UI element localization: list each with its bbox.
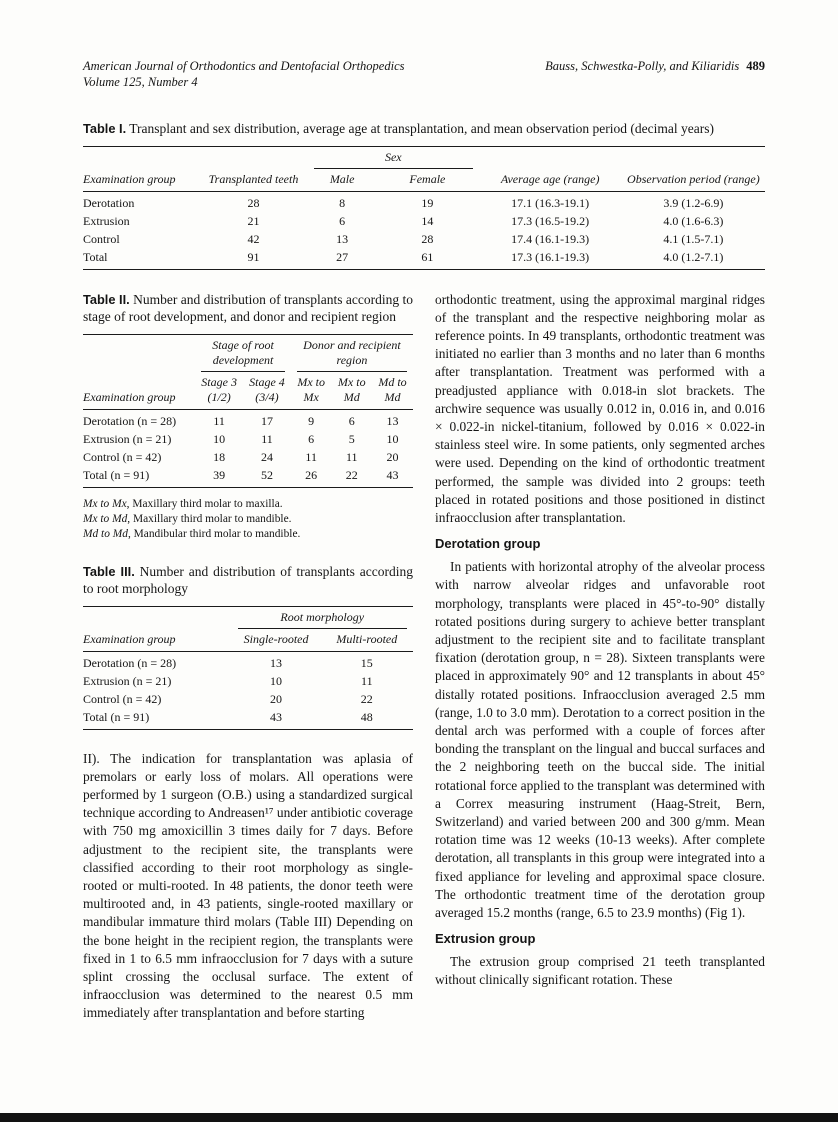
cell-group: Total (n = 91) bbox=[83, 467, 150, 482]
table-row bbox=[83, 248, 765, 269]
col-header-stage-3: Stage 3 (1/2) bbox=[201, 374, 237, 404]
cell-value: 22 bbox=[360, 691, 373, 706]
scan-edge-artifact bbox=[0, 1113, 838, 1122]
cell-value: 19 bbox=[421, 195, 434, 210]
col-group-sex bbox=[308, 146, 478, 169]
col-group-region-label: Donor and recipient region bbox=[297, 338, 407, 372]
cell-value: 10 bbox=[386, 431, 399, 446]
col-header-stage-4: Stage 4 (3/4) bbox=[249, 374, 285, 404]
right-column-paragraph-1: orthodontic treatment, using the approximal marginal ridges of the transplant and the respective neighboring molar as reference points. In 49 transplants, orthodontic treatment was initiated no earlier than 3 months and no later than 6 months after transplantation. Treatment was performed with a preadjusted appliance with 0.018-in slot brackets. The archwire sequence was usually 0.012 in, 0.016 in, and 0.016 × 0.022-in nickel-titanium, followed by 0.016 × 0.022-in stainless steel wire. In some patients, only segmented arches were used. Depending on the kind of orthodontic treatment performed, the sample was divided into 2 groups: teeth placed in rotated positions and those positioned in distinct infraocclusion after transplantation. bbox=[435, 291, 765, 525]
table-1-label: Table I. bbox=[83, 121, 127, 136]
cell-group: Derotation (n = 28) bbox=[83, 413, 177, 428]
table-2-caption-text: Number and distribution of transplants according to stage of root development, and donor and recipient region bbox=[83, 291, 413, 324]
table-3-body bbox=[83, 651, 413, 729]
cell-value: 15 bbox=[360, 655, 373, 670]
footnote-term: Md to Md bbox=[83, 527, 128, 540]
cell-value: 13 bbox=[386, 413, 399, 428]
col-header-examination-group: Examination group bbox=[83, 171, 176, 186]
cell-value: 20 bbox=[386, 449, 399, 464]
col-header-male: Male bbox=[329, 171, 355, 186]
table-1-header bbox=[83, 146, 765, 191]
table-2 bbox=[83, 334, 413, 488]
table-3-caption bbox=[83, 563, 413, 598]
footnote bbox=[83, 527, 413, 542]
footnote bbox=[83, 497, 413, 512]
cell-group: Extrusion (n = 21) bbox=[83, 673, 172, 688]
cell-value: 3.9 (1.2-6.9) bbox=[663, 195, 724, 210]
table-row bbox=[83, 230, 765, 248]
cell-value: 28 bbox=[247, 195, 260, 210]
table-row bbox=[83, 690, 413, 708]
cell-group: Derotation (n = 28) bbox=[83, 655, 177, 670]
table-row bbox=[83, 430, 413, 448]
table-1-caption bbox=[83, 120, 765, 138]
col-header-examination-group: Examination group bbox=[83, 389, 176, 404]
table-2-footnotes bbox=[83, 497, 413, 542]
cell-value: 6 bbox=[339, 213, 346, 228]
footnote-term: Mx to Md bbox=[83, 512, 128, 525]
col-header-single-rooted: Single-rooted bbox=[243, 631, 309, 646]
left-column-paragraph: II). The indication for transplantation was aplasia of premolars or early loss of molars. All operations were performed by 1 surgeon (O.B.) using a standardized surgical technique according to Andreasen¹⁷ under antibiotic coverage with 750 mg amoxicillin 3 times daily for 7 days. Before adjustment to the recipient site, the transplants were classified according to their root morphology as single-rooted or multi-rooted. In 48 patients, the donor teeth were multirooted and, in 43 patients, single-rooted maxillary or mandibular immature third molars (Table III) Depending on the bone height in the recipient region, the transplants were fixed in 1 to 6.5 mm infraocclusion for 7 days with a suture splint crossing the occlusal surface. The extent of infraocclusion was determined to the nearest 0.5 mm immediately after transplantation and before starting bbox=[83, 750, 413, 1021]
cell-value: 61 bbox=[421, 249, 434, 264]
table-row bbox=[83, 191, 765, 212]
cell-value: 39 bbox=[213, 467, 226, 482]
journal-volume: Volume 125, Number 4 bbox=[83, 75, 198, 89]
cell-group: Derotation bbox=[83, 195, 135, 210]
col-header-md-to-md: Md to Md bbox=[378, 374, 407, 404]
cell-value: 17.3 (16.1-19.3) bbox=[511, 249, 590, 264]
table-1-caption-text: Transplant and sex distribution, average age at transplantation, and mean observation period (decimal years) bbox=[129, 121, 714, 136]
cell-value: 24 bbox=[260, 449, 273, 464]
table-row bbox=[83, 672, 413, 690]
table-2-header bbox=[83, 334, 413, 409]
cell-value: 11 bbox=[261, 431, 273, 446]
cell-value: 6 bbox=[348, 413, 355, 428]
table-row bbox=[83, 651, 413, 672]
cell-value: 8 bbox=[339, 195, 346, 210]
cell-value: 13 bbox=[270, 655, 283, 670]
cell-value: 5 bbox=[348, 431, 355, 446]
footnote-text: , Mandibular third molar to mandible. bbox=[127, 527, 301, 540]
col-header-examination-group: Examination group bbox=[83, 631, 176, 646]
cell-value: 17.4 (16.1-19.3) bbox=[511, 231, 590, 246]
table-1-body bbox=[83, 191, 765, 269]
cell-value: 43 bbox=[386, 467, 399, 482]
col-header-mx-to-md: Mx to Md bbox=[337, 374, 366, 404]
col-header-transplanted-teeth: Transplanted teeth bbox=[208, 171, 299, 186]
running-head-authors: Bauss, Schwestka-Polly, and Kiliaridis bbox=[545, 59, 740, 73]
journal-title: American Journal of Orthodontics and Dentofacial Orthopedics bbox=[83, 59, 405, 73]
right-column-paragraph-2: In patients with horizontal atrophy of the alveolar process with narrow alveolar ridges and unfavorable root morphology, transplants were placed in 45°-to-90° distally rotated positions during surgery to achieve better transplant adjustment to the recipient site and to facilitate transplant fixation (derotation group, n = 28). Sixteen transplants were placed in approximately 90° and 12 transplants in about 45° distally rotated positions. Infraocclusion averaged 2.5 mm (range, 1.0 to 3.0 mm). Derotation to a correct position in the dental arch was performed with a couple of forces after bonding the transplant on the lingual and buccal surfaces and the 2 neighboring teeth on the buccal side. The initial rotational force applied to the transplant was determined with a Correx measuring instrument (Haag-Streit, Bern, Switzerland) and varied between 200 and 300 g/mm. Mean rotation time was 12 weeks (10-13 weeks). After complete derotation, all transplants in this group were integrated into a fixed appliance for leveling and approximal space closure. The orthodontic treatment time of the derotation group averaged 15.2 months (range, 6.5 to 23.9 months) (Fig 1). bbox=[435, 559, 765, 920]
section-heading-extrusion-group: Extrusion group bbox=[435, 931, 536, 947]
cell-value: 14 bbox=[421, 213, 434, 228]
col-group-root-morphology-label: Root morphology bbox=[238, 610, 408, 629]
table-2-section bbox=[83, 291, 413, 542]
cell-value: 52 bbox=[260, 467, 273, 482]
cell-group: Extrusion bbox=[83, 213, 130, 228]
cell-group: Control (n = 42) bbox=[83, 691, 162, 706]
footnote-term: Mx to Mx bbox=[83, 497, 127, 510]
cell-value: 4.0 (1.2-7.1) bbox=[663, 249, 724, 264]
footnote-text: , Maxillary third molar to maxilla. bbox=[126, 497, 283, 510]
running-head-right bbox=[545, 58, 765, 90]
table-3 bbox=[83, 606, 413, 730]
col-group-stage-label: Stage of root development bbox=[201, 338, 285, 372]
cell-value: 13 bbox=[336, 231, 349, 246]
cell-value: 17 bbox=[260, 413, 273, 428]
cell-value: 4.0 (1.6-6.3) bbox=[663, 213, 724, 228]
cell-group: Total bbox=[83, 249, 108, 264]
cell-value: 11 bbox=[361, 673, 373, 688]
cell-group: Control (n = 42) bbox=[83, 449, 162, 464]
col-header-female: Female bbox=[409, 171, 446, 186]
col-header-multi-rooted: Multi-rooted bbox=[336, 631, 398, 646]
table-3-caption-text: Number and distribution of transplants according to root morphology bbox=[83, 563, 413, 596]
right-column-paragraph-3: The extrusion group comprised 21 teeth transplanted without clinically significant rotation. These bbox=[435, 954, 765, 988]
table-row bbox=[83, 212, 765, 230]
left-column bbox=[83, 291, 413, 1023]
cell-value: 11 bbox=[305, 449, 317, 464]
table-row bbox=[83, 448, 413, 466]
cell-value: 28 bbox=[421, 231, 434, 246]
cell-value: 42 bbox=[247, 231, 260, 246]
table-row bbox=[83, 708, 413, 729]
cell-value: 91 bbox=[247, 249, 260, 264]
cell-value: 27 bbox=[336, 249, 349, 264]
table-2-label: Table II. bbox=[83, 291, 130, 307]
footnote-text: , Maxillary third molar to mandible. bbox=[127, 512, 292, 525]
cell-group: Extrusion (n = 21) bbox=[83, 431, 172, 446]
table-2-body bbox=[83, 409, 413, 487]
col-group-stage bbox=[195, 334, 291, 372]
cell-value: 17.3 (16.5-19.2) bbox=[511, 213, 590, 228]
table-3-label: Table III. bbox=[83, 563, 135, 579]
col-header-mx-to-mx: Mx to Mx bbox=[297, 374, 325, 404]
cell-value: 22 bbox=[345, 467, 358, 482]
section-heading-derotation-group: Derotation group bbox=[435, 536, 541, 552]
cell-value: 11 bbox=[345, 449, 358, 464]
col-group-sex-label: Sex bbox=[314, 150, 472, 169]
cell-group: Total (n = 91) bbox=[83, 709, 150, 724]
col-group-region bbox=[291, 334, 413, 372]
page-number: 489 bbox=[746, 59, 765, 73]
cell-value: 17.1 (16.3-19.1) bbox=[511, 195, 590, 210]
two-column-layout bbox=[83, 291, 765, 1023]
cell-value: 21 bbox=[247, 213, 260, 228]
cell-value: 9 bbox=[308, 413, 315, 428]
table-3-header bbox=[83, 606, 413, 651]
running-head-left bbox=[83, 58, 405, 90]
table-2-caption bbox=[83, 291, 413, 326]
cell-value: 10 bbox=[270, 673, 283, 688]
col-group-root-morphology bbox=[232, 606, 414, 629]
page-content bbox=[83, 58, 765, 1023]
cell-value: 18 bbox=[213, 449, 226, 464]
footnote bbox=[83, 512, 413, 527]
table-3-section bbox=[83, 563, 413, 730]
col-header-average-age: Average age (range) bbox=[500, 171, 600, 186]
table-1 bbox=[83, 146, 765, 270]
cell-value: 11 bbox=[213, 413, 225, 428]
running-head bbox=[83, 58, 765, 90]
cell-value: 4.1 (1.5-7.1) bbox=[663, 231, 724, 246]
cell-value: 10 bbox=[213, 431, 226, 446]
cell-value: 48 bbox=[360, 709, 373, 724]
table-row bbox=[83, 466, 413, 487]
cell-group: Control bbox=[83, 231, 120, 246]
cell-value: 20 bbox=[270, 691, 283, 706]
cell-value: 26 bbox=[305, 467, 318, 482]
cell-value: 6 bbox=[308, 431, 315, 446]
table-1-section bbox=[83, 120, 765, 270]
cell-value: 43 bbox=[270, 709, 283, 724]
table-row bbox=[83, 409, 413, 430]
col-header-observation-period: Observation period (range) bbox=[627, 171, 760, 186]
right-column bbox=[435, 291, 765, 1023]
